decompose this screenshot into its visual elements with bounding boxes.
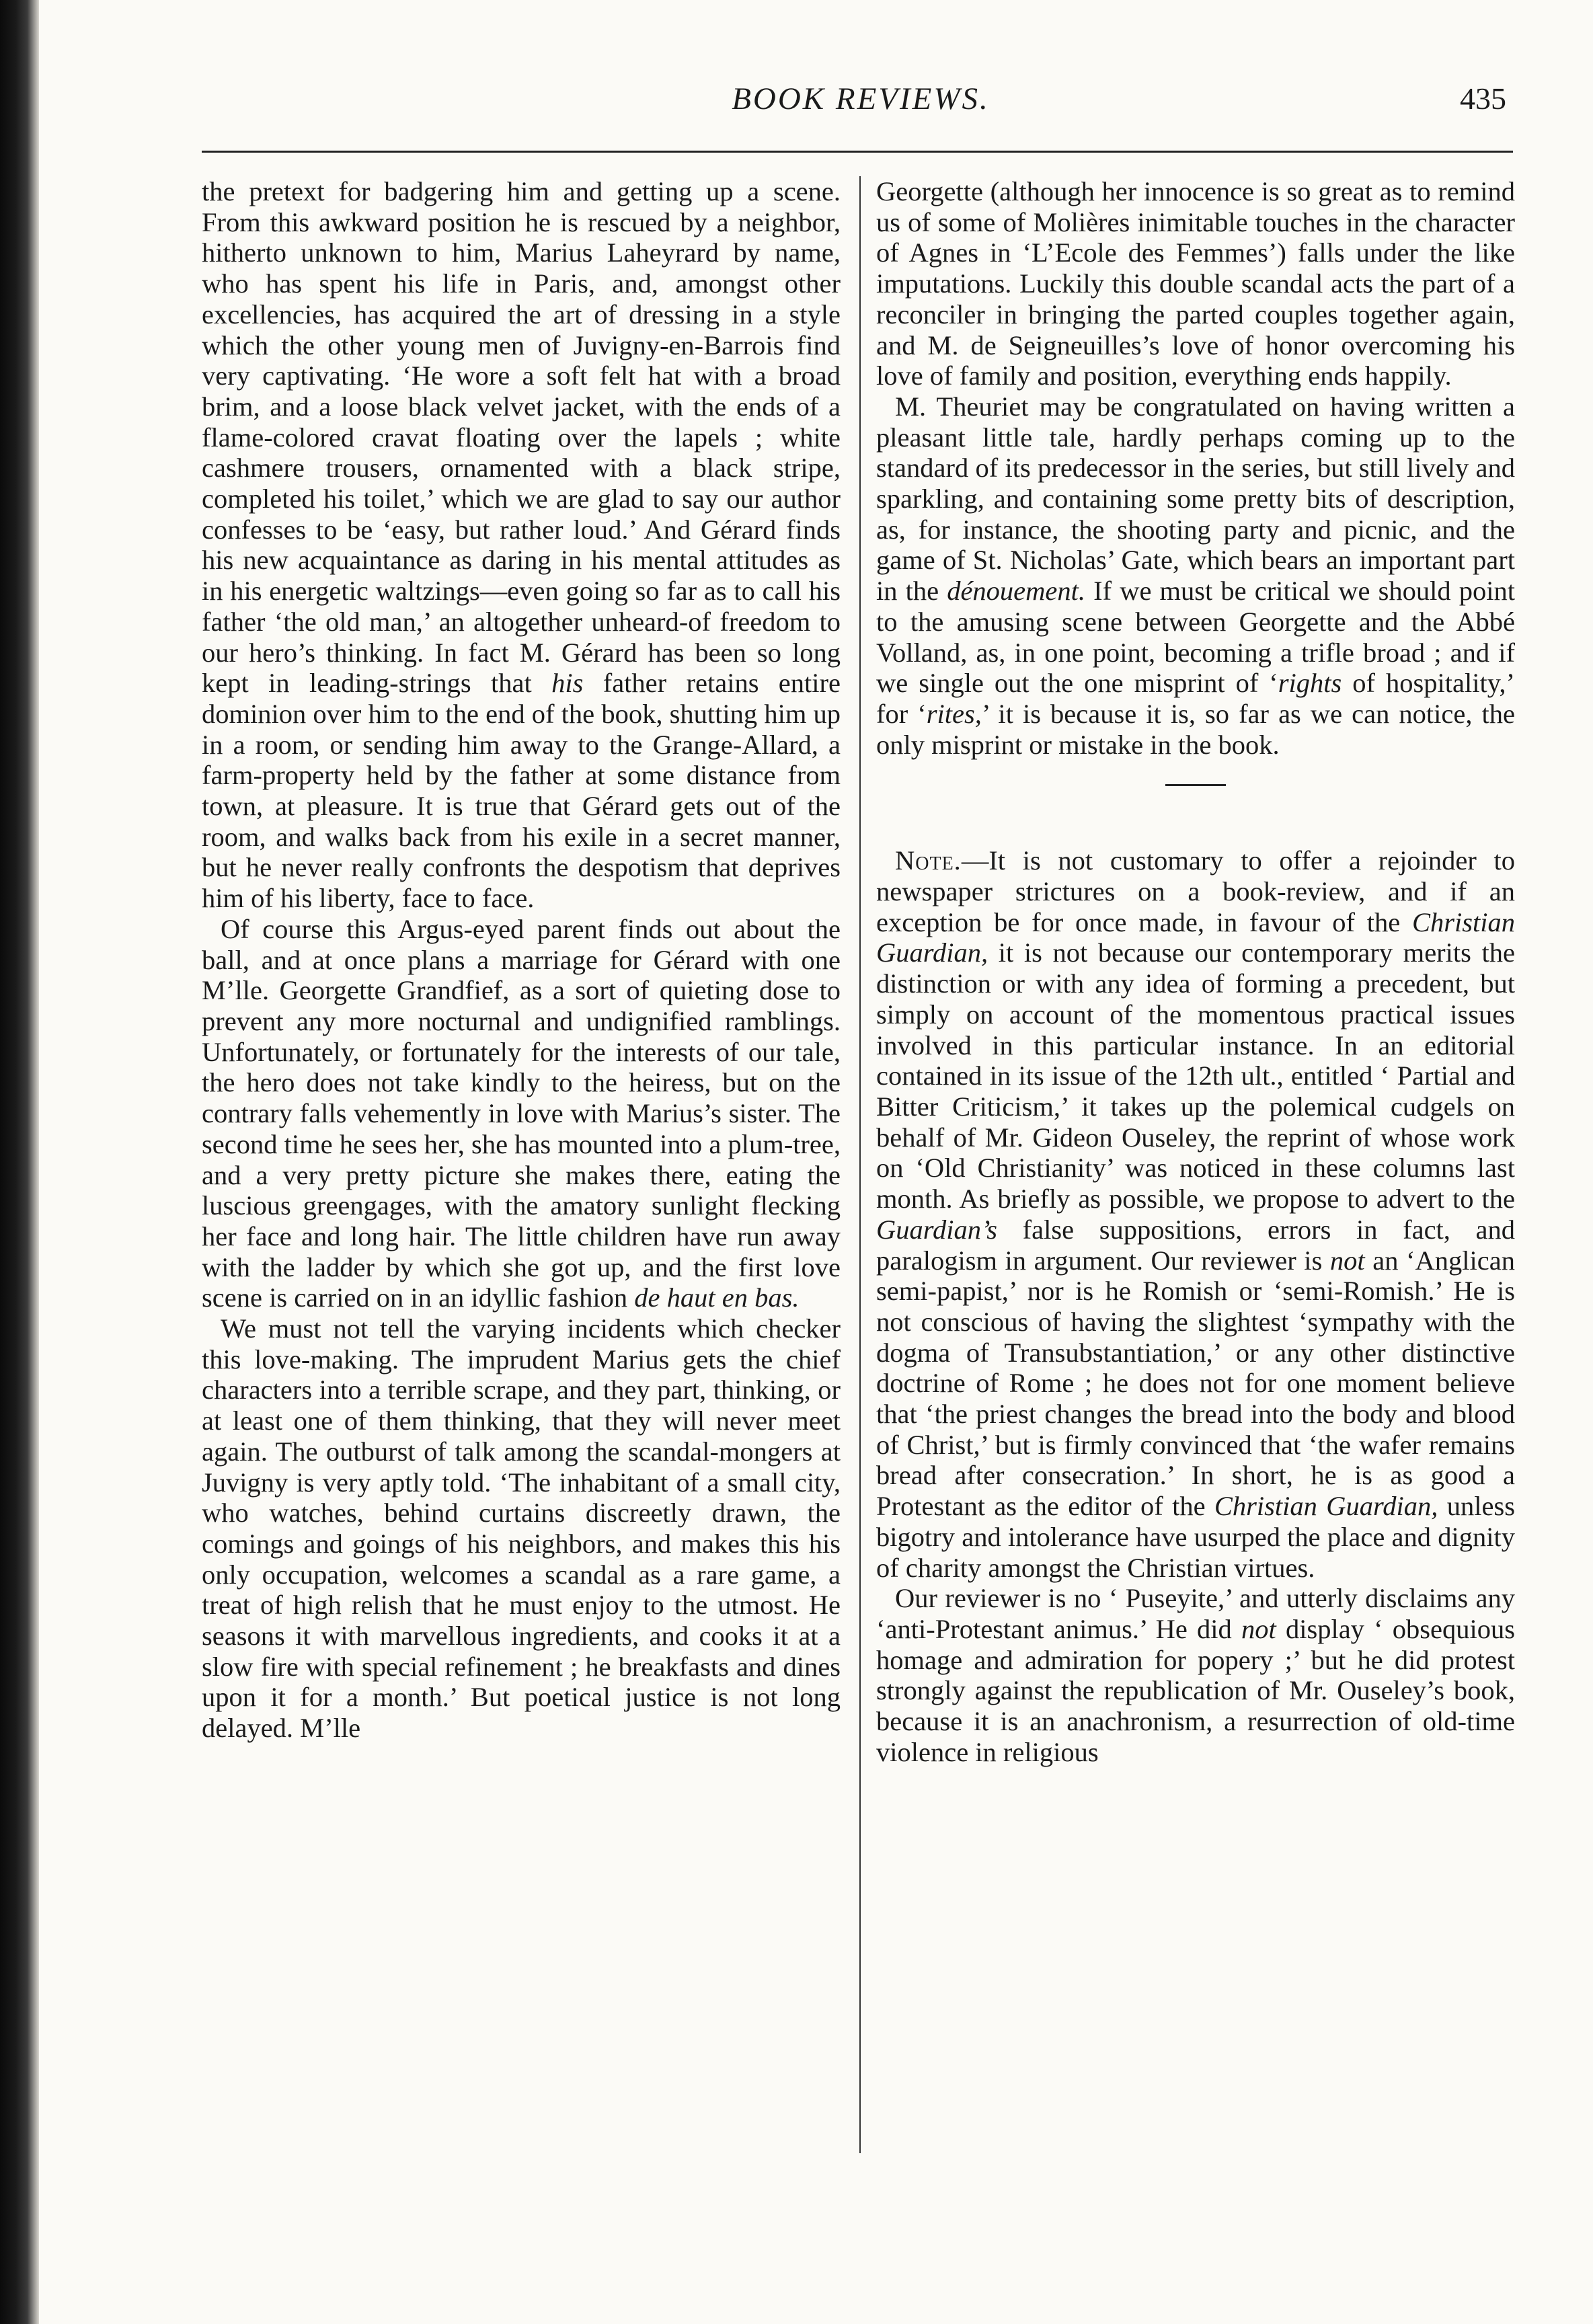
paragraph: We must not tell the varying incidents which checker this love-making. The imprudent Marius gets the chief characters into a terrible scrape, and they part, thinking, or at least one of them thinking, that they will never meet again. The outburst of talk among the scandal-mongers at Juvigny is very aptly told. ‘The inhabitant of a small city, who watches, behind curtains discreetly drawn, the comings and goings of his neighbors, and makes this his only occupation, welcomes a scandal as a rare game, a treat of high relish that he must enjoy to the utmost. He seasons it with marvellous ingredients, and cooks it at a slow fire with special refinement ; he breakfasts and dines upon it for a month.’ But poetical justice is not long delayed. M’lle [202, 1313, 841, 1744]
paragraph: Georgette (although her innocence is so great as to remind us of some of Molières inimitable touches in the character of Agnes in ‘L’Ecole des Femmes’) falls under the like imputations. Luckily this double scandal acts the part of a reconciler in bringing the parted couples together again, and M. de Seigneuilles’s love of honor overcoming his love of family and position, everything ends happily. [876, 176, 1515, 391]
book-spine-shadow [0, 0, 39, 2324]
page-header [202, 81, 1520, 134]
paragraph: M. Theuriet may be congratulated on having written a pleasant little tale, hardly perhaps coming up to the standard of its predecessor in the series, but still lively and sparkling, and containing some pretty bits of description, as, for instance, the shooting party and picnic, and the game of St. Nicholas’ Gate, which bears an important part in the dénouement. If we must be critical we should point to the amusing scene between Georgette and the Abbé Volland, as, in one point, becoming a trifle broad ; and if we single out the one misprint of ‘rights of hospitality,’ for ‘rites,’ it is because it is, so far as we can notice, the only misprint or mistake in the book. [876, 391, 1515, 760]
page-number: 435 [1460, 81, 1506, 116]
header-rule [202, 151, 1513, 153]
paragraph: Of course this Argus-eyed parent finds out about the ball, and at once plans a marriage for Gérard with one M’lle. Georgette Grandfief, as a sort of quieting dose to prevent any more nocturnal and undignified ramblings. Unfortunately, or fortunately for the interests of our tale, the hero does not take kindly to the heiress, but on the contrary falls vehemently in love with Marius’s sister. The second time he sees her, she has mounted into a plum-tree, and a very pretty picture she makes there, eating the luscious greengages, with the amatory sunlight flecking her face and long hair. The little children have run away with the ladder by which she got up, and the first love scene is carried on in an idyllic fashion de haut en bas. [202, 913, 841, 1313]
right-column [876, 176, 1515, 1767]
left-column [202, 176, 841, 1744]
paragraph: the pretext for badgering him and getting up a scene. From this awkward position he is rescued by a neighbor, hitherto unknown to him, Marius Laheyrard by name, who has spent his life in Paris, and, amongst other excellencies, has acquired the art of dressing in a style which the other young men of Juvigny-en-Barrois find very captivating. ‘He wore a soft felt hat with a broad brim, and a loose black velvet jacket, with the ends of a flame-colored cravat floating over the lapels ; white cashmere trousers, ornamented with a black stripe, completed his toilet,’ which we are glad to say our author confesses to be ‘easy, but rather loud.’ And Gérard finds his new acquaintance as daring in his mental attitudes as in his energetic waltzings—even going so far as to call his father ‘the old man,’ an altogether unheard-of freedom to our hero’s thinking. In fact M. Gérard has been so long kept in leading-strings that his father retains entire dominion over him to the end of the book, shutting him up in a room, or sending him away to the Grange-Allard, a farm-property held by the father at some distance from town, at pleasure. It is true that Gérard gets out of the room, and walks back from his exile in a secret manner, but he never really confronts the despotism that deprives him of his liberty, face to face. [202, 176, 841, 914]
running-title: BOOK REVIEWS. [732, 81, 990, 116]
paragraph: Our reviewer is no ‘ Puseyite,’ and utterly disclaims any ‘anti-Protestant animus.’ He did not display ‘ obsequious homage and admiration for popery ;’ but he did protest strongly against the republication of Mr. Ouseley’s book, because it is an anachronism, a resurrection of old-time violence in religious [876, 1583, 1516, 1767]
note-label: Note. [895, 845, 962, 876]
note-paragraph: Note.—It is not customary to offer a rejoinder to newspaper strictures on a book-review, and if an exception be for once made, in favour of the Christian Guardian, it is not because our contemporary merits the distinction or with any idea of forming a precedent, but simply on account of the momentous practical issues involved in this particular instance. In an editorial contained in its issue of the 12th ult., entitled ‘ Partial and Bitter Criticism,’ it takes up the polemical cudgels on behalf of Mr. Gideon Ouseley, the reprint of whose work on ‘Old Christianity’ was noticed in these columns last month. As briefly as possible, we propose to advert to the Guardian’s false suppositions, errors in fact, and paralogism in argument. Our reviewer is not an ‘Anglican semi-papist,’ nor is he Romish or ‘semi-Romish.’ He is not conscious of having the slightest ‘sympathy with the dogma of Transubstantiation,’ or any other distinctive doctrine of Rome ; he does not for one moment believe that ‘the priest changes the bread into the body and blood of Christ,’ but is firmly convinced that ‘the wafer remains bread after consecration.’ In short, he is as good a Protestant as the editor of the Christian Guardian, unless bigotry and intolerance have usurped the place and dignity of charity amongst the Christian virtues. [876, 845, 1516, 1583]
section-divider [1165, 784, 1226, 786]
column-divider [859, 176, 861, 2153]
